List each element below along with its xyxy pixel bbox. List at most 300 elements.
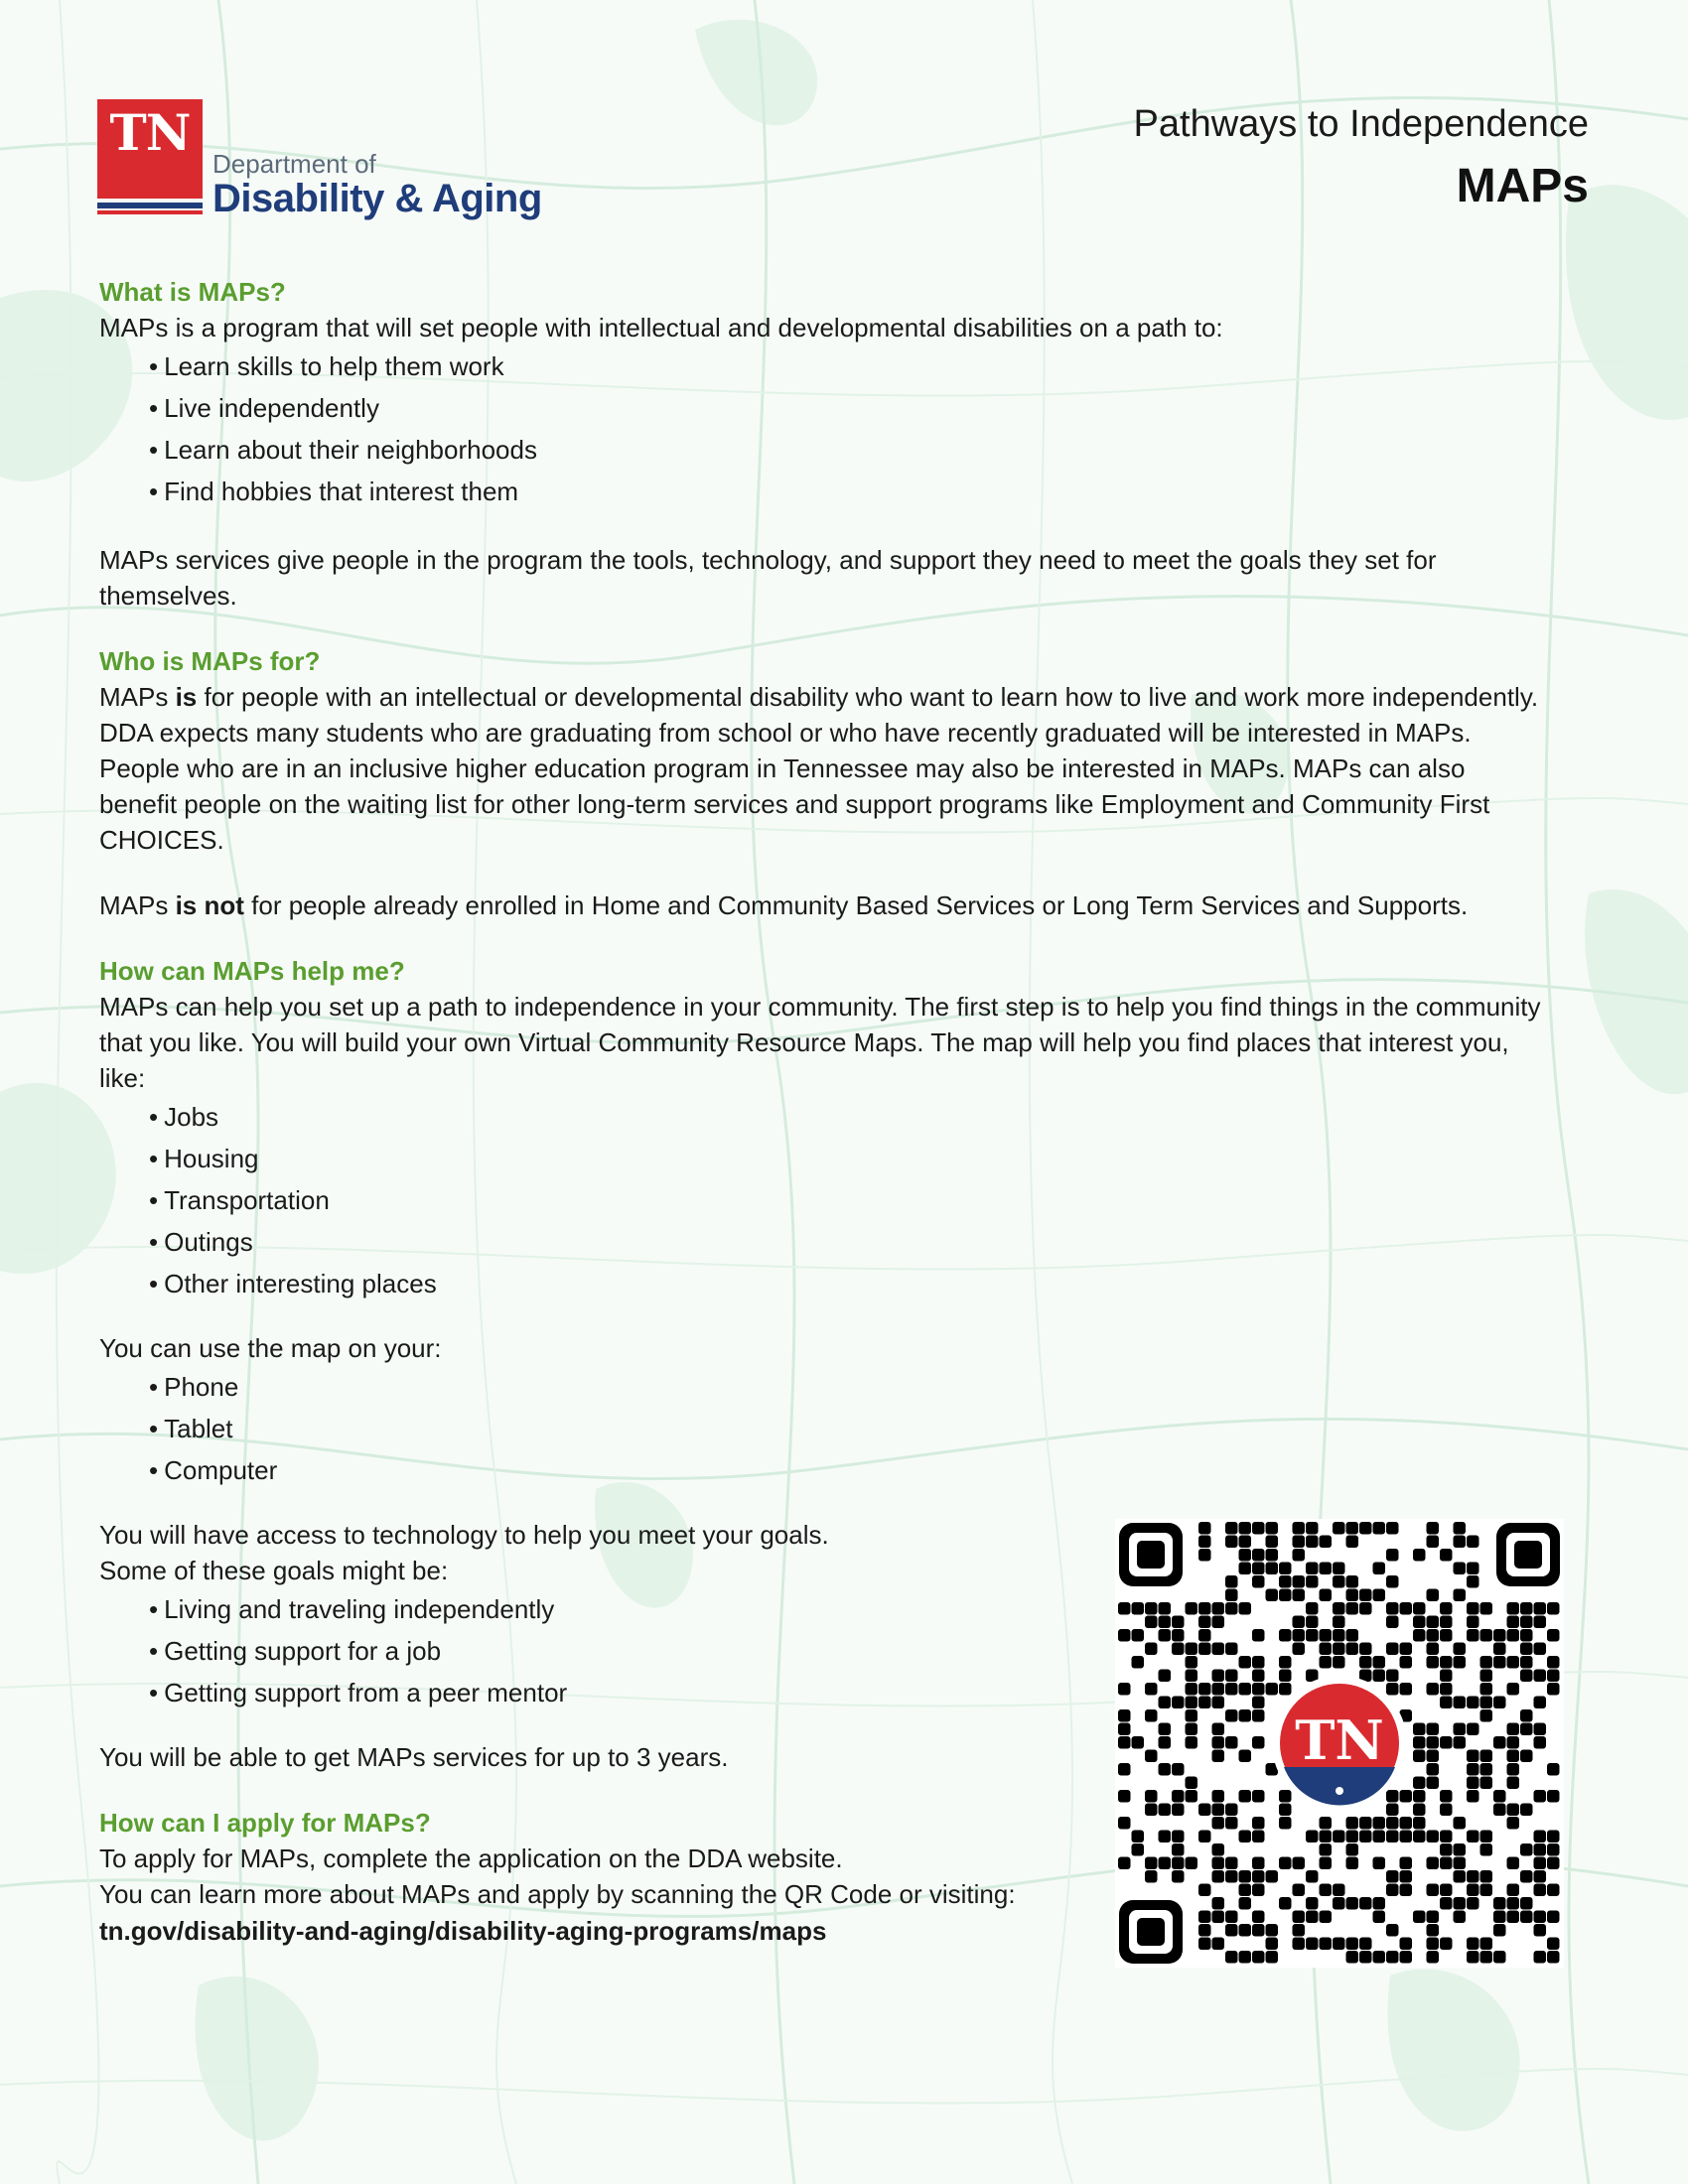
qr-module (1386, 1790, 1399, 1803)
qr-module (1252, 1911, 1265, 1924)
qr-code-graphic (1115, 1519, 1564, 1968)
qr-module (1547, 1857, 1560, 1870)
qr-module (1440, 1843, 1453, 1856)
qr-module (1534, 1951, 1547, 1964)
qr-module (1386, 1817, 1399, 1830)
qr-module (1266, 1549, 1279, 1562)
qr-module (1279, 1656, 1292, 1669)
qr-module (1480, 1951, 1493, 1964)
qr-module (1373, 1670, 1386, 1683)
qr-module (1239, 1897, 1252, 1910)
qr-module (1306, 1575, 1319, 1588)
qr-center-mark: TN (1295, 1708, 1384, 1772)
qr-module (1359, 1951, 1372, 1964)
qr-module (1454, 1536, 1467, 1549)
qr-module (1507, 1602, 1520, 1615)
qr-module (1493, 1643, 1506, 1656)
qr-module (1225, 1736, 1238, 1749)
qr-module (1386, 1575, 1399, 1588)
list-item: • Computer (149, 1449, 1569, 1491)
qr-module (1386, 1804, 1399, 1817)
qr-module (1320, 1884, 1333, 1897)
qr-module (1159, 1736, 1172, 1749)
who-not-emphasis: is not (175, 890, 244, 920)
qr-module (1413, 1629, 1426, 1642)
qr-module (1373, 1656, 1386, 1669)
qr-module (1198, 1616, 1211, 1629)
qr-module (1520, 1897, 1533, 1910)
qr-module (1320, 1629, 1333, 1642)
qr-module (1427, 1831, 1440, 1843)
qr-module (1212, 1857, 1225, 1870)
qr-module (1252, 1870, 1265, 1883)
qr-module (1440, 1683, 1453, 1696)
qr-module (1467, 1536, 1479, 1549)
header-title: Pathways to Independence (1133, 103, 1589, 145)
qr-module (1252, 1670, 1265, 1683)
qr-module (1386, 1643, 1399, 1656)
qr-module (1306, 1563, 1319, 1575)
qr-module (1252, 1709, 1265, 1722)
qr-module (1534, 1884, 1547, 1897)
qr-module (1359, 1643, 1372, 1656)
qr-module (1132, 1629, 1145, 1642)
qr-module (1333, 1602, 1345, 1615)
qr-module (1320, 1656, 1333, 1669)
qr-module (1198, 1643, 1211, 1656)
qr-module (1118, 1763, 1131, 1776)
qr-module (1520, 1670, 1533, 1683)
qr-module (1373, 1589, 1386, 1602)
qr-module (1333, 1629, 1345, 1642)
qr-module (1480, 1683, 1493, 1696)
qr-module (1212, 1643, 1225, 1656)
qr-module (1225, 1804, 1238, 1817)
qr-module (1293, 1616, 1306, 1629)
qr-module (1279, 1790, 1292, 1803)
qr-module (1239, 1790, 1252, 1803)
qr-module (1132, 1602, 1145, 1615)
qr-module (1534, 1870, 1547, 1883)
qr-module (1333, 1831, 1345, 1843)
qr-module (1132, 1736, 1145, 1749)
qr-module (1373, 1857, 1386, 1870)
qr-module (1467, 1951, 1479, 1964)
qr-module (1159, 1831, 1172, 1843)
qr-module (1252, 1522, 1265, 1535)
qr-module (1346, 1629, 1359, 1642)
qr-module (1266, 1951, 1279, 1964)
qr-module (1400, 1602, 1413, 1615)
qr-module (1534, 1670, 1547, 1683)
qr-module (1145, 1683, 1158, 1696)
qr-module (1320, 1857, 1333, 1870)
qr-module (1520, 1629, 1533, 1642)
qr-module (1454, 1643, 1467, 1656)
qr-module (1279, 1589, 1292, 1602)
qr-module (1279, 1897, 1292, 1910)
qr-module (1400, 1790, 1413, 1803)
qr-module (1547, 1790, 1560, 1803)
qr-module (1159, 1763, 1172, 1776)
qr-module (1493, 1911, 1506, 1924)
qr-module (1118, 1683, 1131, 1696)
qr-module (1118, 1736, 1131, 1749)
qr-module (1239, 1884, 1252, 1897)
qr-module (1520, 1911, 1533, 1924)
list-item: • Jobs (149, 1096, 1569, 1138)
qr-module (1480, 1670, 1493, 1683)
qr-module (1172, 1831, 1185, 1843)
qr-module (1493, 1629, 1506, 1642)
list-item: • Learn skills to help them work (149, 345, 1569, 387)
list-item: • Living and traveling independently (149, 1588, 1569, 1630)
apply-line-2: You can learn more about MAPs and apply by scanning the QR Code or visiting: (99, 1879, 1016, 1909)
qr-module (1333, 1884, 1345, 1897)
what-is-bullet-list (99, 345, 1569, 512)
qr-module (1534, 1790, 1547, 1803)
logo-name-line: Disability & Aging (212, 177, 542, 220)
qr-module (1279, 1575, 1292, 1588)
qr-module (1306, 1870, 1319, 1883)
qr-module (1346, 1951, 1359, 1964)
qr-module (1266, 1536, 1279, 1549)
qr-module (1534, 1831, 1547, 1843)
qr-module (1386, 1549, 1399, 1562)
qr-module (1467, 1602, 1479, 1615)
qr-module (1467, 1697, 1479, 1709)
qr-module (1293, 1575, 1306, 1588)
qr-module (1293, 1857, 1306, 1870)
qr-module (1212, 1870, 1225, 1883)
qr-module (1333, 1656, 1345, 1669)
qr-module (1454, 1857, 1467, 1870)
qr-module (1507, 1736, 1520, 1749)
qr-module (1159, 1670, 1172, 1683)
qr-module (1547, 1602, 1560, 1615)
qr-module (1440, 1884, 1453, 1897)
qr-module (1493, 1656, 1506, 1669)
qr-module (1507, 1616, 1520, 1629)
qr-module (1346, 1522, 1359, 1535)
qr-module (1427, 1522, 1440, 1535)
qr-module (1440, 1697, 1453, 1709)
qr-module (1279, 1629, 1292, 1642)
qr-module (1225, 1602, 1238, 1615)
logo-tn-mark: TN (109, 103, 191, 162)
qr-module (1212, 1790, 1225, 1803)
qr-module (1320, 1589, 1333, 1602)
qr-module (1427, 1857, 1440, 1870)
qr-module (1386, 1884, 1399, 1897)
qr-module (1118, 1790, 1131, 1803)
qr-module (1172, 1616, 1185, 1629)
qr-module (1333, 1563, 1345, 1575)
qr-module (1547, 1763, 1560, 1776)
qr-module (1534, 1843, 1547, 1856)
qr-module (1333, 1616, 1345, 1629)
qr-module (1493, 1804, 1506, 1817)
qr-module (1333, 1938, 1345, 1951)
qr-module (1507, 1629, 1520, 1642)
duration-line: You will be able to get MAPs services for up to 3 years. (99, 1742, 729, 1772)
qr-module (1293, 1629, 1306, 1642)
qr-module (1225, 1522, 1238, 1535)
qr-module (1400, 1884, 1413, 1897)
qr-module (1252, 1817, 1265, 1830)
qr-module (1454, 1870, 1467, 1883)
qr-module (1400, 1656, 1413, 1669)
qr-module (1266, 1589, 1279, 1602)
qr-module (1467, 1616, 1479, 1629)
qr-module (1172, 1763, 1185, 1776)
qr-module (1346, 1589, 1359, 1602)
qr-module (1507, 1911, 1520, 1924)
qr-module (1225, 1870, 1238, 1883)
qr-module (1400, 1817, 1413, 1830)
qr-module (1493, 1897, 1506, 1910)
qr-module (1454, 1656, 1467, 1669)
qr-module (1293, 1924, 1306, 1937)
qr-module (1454, 1843, 1467, 1856)
qr-module (1186, 1790, 1198, 1803)
qr-module (1400, 1857, 1413, 1870)
qr-module (1413, 1602, 1426, 1615)
qr-module (1320, 1938, 1333, 1951)
qr-module (1440, 1670, 1453, 1683)
qr-module (1239, 1563, 1252, 1575)
qr-module (1480, 1763, 1493, 1776)
qr-module (1172, 1857, 1185, 1870)
qr-module (1252, 1629, 1265, 1642)
qr-module (1507, 1683, 1520, 1696)
qr-module (1534, 1697, 1547, 1709)
qr-module (1413, 1804, 1426, 1817)
qr-module (1440, 1804, 1453, 1817)
qr-module (1467, 1831, 1479, 1843)
qr-module (1212, 1897, 1225, 1910)
qr-module (1293, 1938, 1306, 1951)
qr-module (1198, 1536, 1211, 1549)
qr-module (1252, 1563, 1265, 1575)
qr-module (1386, 1870, 1399, 1883)
qr-module (1427, 1629, 1440, 1642)
qr-module (1252, 1575, 1265, 1588)
qr-module (1252, 1857, 1265, 1870)
who-for-rest: for people with an intellectual or developmental disability who want to learn how to live and work more independently. DDA expects many students who are graduating from school or who have recently graduated will be interested in MAPs. People who are in an inclusive higher education program in Tennessee may also be interested in MAPs. MAPs can also benefit people on the waiting list for other long-term services and support programs like Employment and Community First CHOICES. (99, 682, 1539, 855)
qr-module (1413, 1616, 1426, 1629)
qr-module (1186, 1736, 1198, 1749)
qr-module (1198, 1804, 1211, 1817)
qr-module (1440, 1549, 1453, 1562)
qr-module (1480, 1777, 1493, 1790)
qr-module (1427, 1884, 1440, 1897)
qr-module (1252, 1697, 1265, 1709)
qr-module (1266, 1924, 1279, 1937)
who-for-paragraph (99, 679, 1549, 858)
qr-module (1145, 1790, 1158, 1803)
tech-line-1: You will have access to technology to help you meet your goals. (99, 1520, 829, 1550)
qr-module (1440, 1857, 1453, 1870)
qr-module (1279, 1670, 1292, 1683)
qr-module (1520, 1709, 1533, 1722)
qr-module (1198, 1549, 1211, 1562)
qr-module (1520, 1643, 1533, 1656)
qr-module (1212, 1750, 1225, 1763)
qr-module (1239, 1522, 1252, 1535)
qr-module (1118, 1602, 1131, 1615)
qr-module (1454, 1897, 1467, 1910)
qr-module (1252, 1831, 1265, 1843)
qr-module (1386, 1522, 1399, 1535)
qr-module (1413, 1817, 1426, 1830)
tn-dda-logo (97, 99, 544, 223)
qr-module (1547, 1656, 1560, 1669)
qr-module (1239, 1870, 1252, 1883)
qr-module (1386, 1831, 1399, 1843)
qr-module (1400, 1938, 1413, 1951)
list-item: • Housing (149, 1138, 1569, 1179)
qr-module (1333, 1897, 1345, 1910)
maps-website-link[interactable]: tn.gov/disability-and-aging/disability-aging-programs/maps (99, 1916, 827, 1946)
qr-module (1225, 1643, 1238, 1656)
qr-module (1212, 1843, 1225, 1856)
qr-module (1534, 1736, 1547, 1749)
qr-module (1400, 1831, 1413, 1843)
qr-module (1198, 1884, 1211, 1897)
qr-module (1454, 1817, 1467, 1830)
qr-module (1346, 1831, 1359, 1843)
qr-module (1413, 1911, 1426, 1924)
qr-module (1427, 1736, 1440, 1749)
qr-module (1346, 1897, 1359, 1910)
qr-module (1480, 1602, 1493, 1615)
qr-module (1225, 1911, 1238, 1924)
qr-module (1346, 1575, 1359, 1588)
qr-module (1320, 1536, 1333, 1549)
qr-module (1198, 1602, 1211, 1615)
qr-module (1320, 1563, 1333, 1575)
qr-module (1440, 1656, 1453, 1669)
qr-module (1239, 1750, 1252, 1763)
qr-module (1386, 1602, 1399, 1615)
qr-module (1346, 1643, 1359, 1656)
qr-module (1493, 1951, 1506, 1964)
qr-module (1293, 1911, 1306, 1924)
qr-module (1386, 1924, 1399, 1937)
qr-module (1467, 1723, 1479, 1736)
header-subtitle: MAPs (1456, 160, 1589, 212)
qr-module (1440, 1897, 1453, 1910)
qr-module (1118, 1857, 1131, 1870)
qr-module (1279, 1857, 1292, 1870)
qr-module (1145, 1616, 1158, 1629)
qr-module (1212, 1911, 1225, 1924)
qr-module (1493, 1697, 1506, 1709)
qr-module (1480, 1629, 1493, 1642)
qr-module (1413, 1549, 1426, 1562)
qr-module (1279, 1817, 1292, 1830)
qr-module (1225, 1817, 1238, 1830)
qr-module (1346, 1536, 1359, 1549)
tech-line-2: Some of these goals might be: (99, 1556, 449, 1585)
qr-module (1159, 1629, 1172, 1642)
qr-code[interactable] (1115, 1519, 1564, 1968)
qr-module (1212, 1683, 1225, 1696)
qr-module (1373, 1522, 1386, 1535)
qr-module (1547, 1884, 1560, 1897)
qr-module (1252, 1790, 1265, 1803)
qr-module (1507, 1884, 1520, 1897)
qr-module (1145, 1870, 1158, 1883)
qr-module (1252, 1924, 1265, 1937)
qr-module (1427, 1683, 1440, 1696)
qr-module (1306, 1629, 1319, 1642)
qr-module (1373, 1951, 1386, 1964)
qr-module (1427, 1763, 1440, 1776)
who-not-rest: for people already enrolled in Home and Community Based Services or Long Term Services and Supports. (243, 890, 1469, 920)
logo-red-bar (97, 210, 203, 214)
qr-module (1198, 1924, 1211, 1937)
qr-module (1534, 1911, 1547, 1924)
qr-module (1454, 1911, 1467, 1924)
qr-module (1320, 1643, 1333, 1656)
qr-module (1239, 1683, 1252, 1696)
qr-module (1186, 1643, 1198, 1656)
qr-module (1359, 1817, 1372, 1830)
qr-module (1534, 1723, 1547, 1736)
qr-module (1373, 1911, 1386, 1924)
qr-module (1239, 1709, 1252, 1722)
qr-module (1225, 1683, 1238, 1696)
qr-module (1293, 1549, 1306, 1562)
qr-module (1427, 1777, 1440, 1790)
qr-module (1359, 1589, 1372, 1602)
qr-module (1186, 1656, 1198, 1669)
list-item: • Find hobbies that interest them (149, 471, 1569, 512)
qr-module (1440, 1938, 1453, 1951)
qr-module (1346, 1817, 1359, 1830)
qr-module (1172, 1697, 1185, 1709)
qr-module (1480, 1656, 1493, 1669)
qr-module (1467, 1629, 1479, 1642)
qr-module (1386, 1616, 1399, 1629)
qr-module (1212, 1938, 1225, 1951)
qr-module (1413, 1831, 1426, 1843)
qr-module (1507, 1817, 1520, 1830)
qr-module (1493, 1736, 1506, 1749)
qr-module (1493, 1790, 1506, 1803)
qr-finder-bottom-left (1119, 1900, 1183, 1964)
qr-module (1413, 1736, 1426, 1749)
qr-module (1252, 1549, 1265, 1562)
heading-what-is-maps: What is MAPs? (99, 277, 286, 307)
qr-module (1480, 1750, 1493, 1763)
qr-module (1198, 1938, 1211, 1951)
qr-module (1454, 1723, 1467, 1736)
qr-module (1520, 1843, 1533, 1856)
qr-module (1172, 1870, 1185, 1883)
places-bullet-list (99, 1096, 1569, 1304)
qr-module (1386, 1670, 1399, 1683)
qr-module (1212, 1736, 1225, 1749)
who-for-emphasis: is (175, 682, 198, 712)
qr-module (1252, 1683, 1265, 1696)
list-item: • Getting support for a job (149, 1630, 1569, 1672)
qr-module (1145, 1750, 1158, 1763)
qr-module (1520, 1750, 1533, 1763)
qr-module (1159, 1602, 1172, 1615)
